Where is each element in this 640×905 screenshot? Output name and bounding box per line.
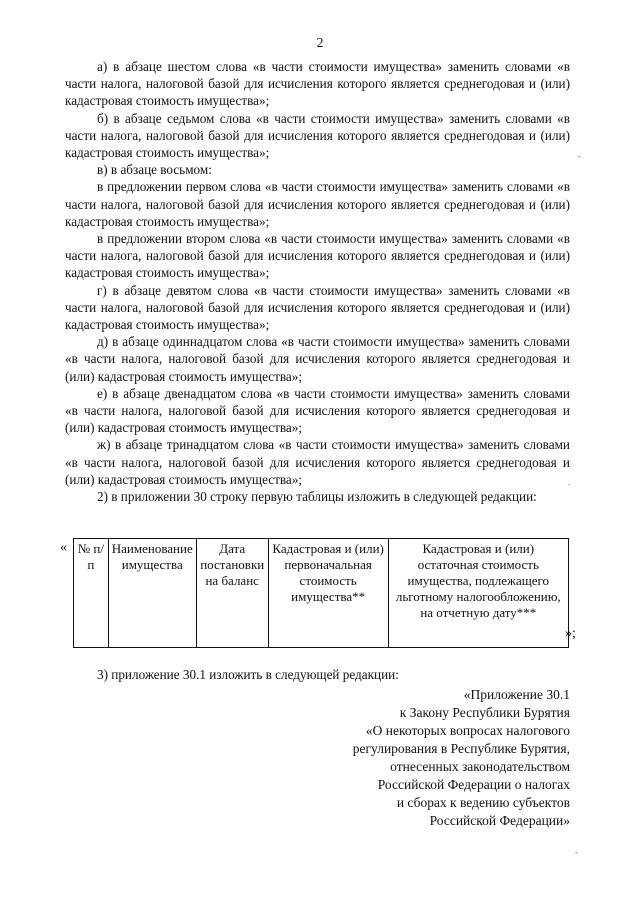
paragraph-a: а) в абзаце шестом слова «в части стоимости имущества» заменить словами «в части налога, налоговой базой для исчисления которого является среднегодовая и (или) кадастровая стоимость имущества»;	[65, 59, 570, 109]
paragraph-d: д) в абзаце одиннадцатом слова «в части стоимости имущества» заменить словами «в части налога, налоговой базой для исчисления которого является среднегодовая и (или) кадастровая стоимость имущества»;	[65, 334, 570, 384]
after-table-text	[65, 666, 570, 683]
amendment-text	[65, 58, 570, 505]
table-open-quote: «	[60, 540, 67, 555]
table-row	[74, 539, 569, 648]
table-block	[60, 538, 580, 650]
header-balance-date: Дата постановки на баланс	[196, 539, 268, 648]
paragraph-zh: ж) в абзаце тринадцатом слова «в части стоимости имущества» заменить словами «в части налога, налоговой базой для исчисления которого является среднегодовая и (или) кадастровая стоимость имущества»;	[65, 437, 570, 487]
appendix-line: отнесенных законодательством	[390, 759, 570, 774]
appendix-line: к Закону Республики Бурятия	[399, 705, 570, 720]
header-number: № п/п	[74, 539, 109, 648]
scan-mark: -	[578, 152, 581, 161]
paragraph-e: е) в абзаце двенадцатом слова «в части стоимости имущества» заменить словами «в части налога, налоговой базой для исчисления которого является среднегодовая и (или) кадастровая стоимость имущества»;	[65, 385, 570, 436]
appendix-line: «Приложение 30.1	[463, 687, 570, 702]
paragraph-v: в) в абзаце восьмом:	[97, 162, 212, 178]
page-number: 2	[316, 36, 324, 51]
paragraph-3: 3) приложение 30.1 изложить в следующей редакции:	[97, 667, 399, 682]
appendix-line: «О некоторых вопросах налогового	[365, 723, 570, 738]
paragraph-b: б) в абзаце седьмом слова «в части стоимости имущества» заменить словами «в части налога, налоговой базой для исчисления которого является среднегодовая и (или) кадастровая стоимость имущества»;	[65, 110, 570, 161]
scan-mark: .	[568, 478, 570, 487]
property-table	[73, 538, 569, 648]
paragraph-2: 2) в приложении 30 строку первую таблицы изложить в следующей редакции:	[97, 489, 537, 505]
appendix-line: Российской Федерации о налогах	[377, 777, 570, 792]
header-initial-value: Кадастровая и (или) первоначальная стоимость имущества**	[268, 539, 388, 648]
appendix-line: и сборах к ведению субъектов	[396, 795, 570, 810]
paragraph-v-first-sentence: в предложении первом слова «в части стоимости имущества» заменить словами «в части налога, налоговой базой для исчисления которого является среднегодовая и (или) кадастровая стоимость имущества»;	[65, 179, 570, 229]
header-property-name: Наименование имущества	[108, 539, 196, 648]
header-residual-value: Кадастровая и (или) остаточная стоимость имущества, подлежащего льготному налогообложению, на отчетную дату***	[388, 539, 568, 648]
paragraph-v-second-sentence: в предложении втором слова «в части стоимости имущества» заменить словами «в части налога, налоговой базой для исчисления которого является среднегодовая и (или) кадастровая стоимость имущества»;	[65, 231, 570, 281]
appendix-line: Российской Федерации»	[429, 813, 570, 828]
paragraph-g: г) в абзаце девятом слова «в части стоимости имущества» заменить словами «в части налога, налоговой базой для исчисления которого является среднегодовая и (или) кадастровая стоимость имущества»;	[65, 282, 570, 333]
scan-mark: -	[575, 848, 578, 857]
appendix-header	[240, 686, 570, 830]
appendix-line: регулирования в Республике Бурятия,	[352, 741, 570, 756]
table-close-quote: »;	[565, 626, 576, 641]
